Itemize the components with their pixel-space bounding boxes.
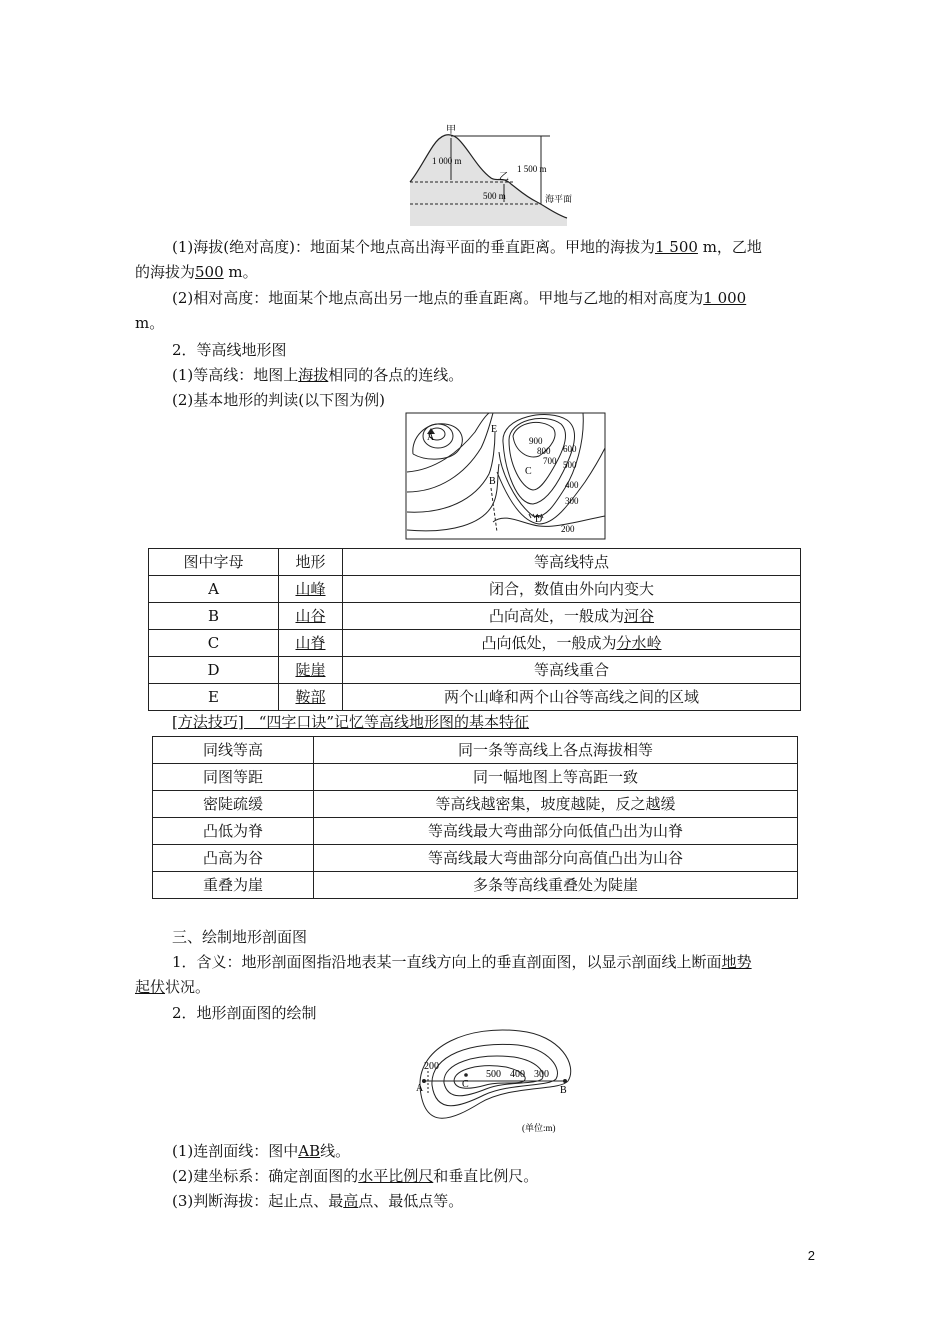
label-400: 400 (565, 480, 579, 490)
table-row (149, 657, 801, 684)
label-300: 300 (534, 1069, 549, 1080)
cell-value: 等高线越密集，坡度越陡，反之越缓 (314, 791, 798, 818)
contour-map (405, 412, 607, 542)
table-row (153, 791, 798, 818)
label-200: 200 (424, 1061, 439, 1072)
label-yi: 乙 (499, 172, 509, 183)
header-letter: 图中字母 (149, 549, 279, 576)
mnemonic-table (152, 736, 798, 899)
terrain-table (148, 548, 801, 711)
heading-profile-drawing: 2．地形剖面图的绘制 (172, 1004, 317, 1022)
label-sea-level: 海平面 (545, 194, 573, 204)
label-1000m: 1 000 m (432, 156, 462, 166)
cell-terrain: 山脊 (279, 630, 343, 657)
paragraph-altitude-cont: 的海拔为500 m。 (135, 263, 258, 281)
cell-key: 凸高为谷 (153, 845, 314, 872)
label-b: B (489, 476, 496, 487)
cell-feature: 凸向高处，一般成为河谷 (343, 603, 801, 630)
paragraph-relative-height: (2)相对高度：地面某个地点高出另一地点的垂直距离。甲地与乙地的相对高度为1 000 (172, 289, 747, 307)
cell-key: 密陡疏缓 (153, 791, 314, 818)
label-700: 700 (543, 456, 557, 466)
profile-contour-figure (410, 1025, 580, 1137)
label-500m: 500 m (483, 191, 506, 201)
header-terrain: 地形 (279, 549, 343, 576)
label-jia: 甲 (446, 125, 456, 136)
header-feature: 等高线特点 (343, 549, 801, 576)
table-header-row (149, 549, 801, 576)
paragraph-profile-step2: (2)建坐标系：确定剖面图的水平比例尺和垂直比例尺。 (172, 1167, 539, 1185)
cell-letter: B (149, 603, 279, 630)
method-tip-title: [方法技巧] “四字口诀”记忆等高线地形图的基本特征 (172, 713, 530, 731)
label-400: 400 (510, 1069, 525, 1080)
cell-key: 重叠为崖 (153, 872, 314, 899)
cell-terrain: 山谷 (279, 603, 343, 630)
table-row (149, 603, 801, 630)
unit-label: (单位:m) (522, 1123, 556, 1133)
cell-key: 同图等距 (153, 764, 314, 791)
paragraph-profile-definition-cont: 起伏状况。 (135, 978, 211, 996)
table-row (153, 818, 798, 845)
table-row (153, 872, 798, 899)
cell-value: 多条等高线重叠处为陡崖 (314, 872, 798, 899)
cell-feature: 两个山峰和两个山谷等高线之间的区域 (343, 684, 801, 711)
cell-letter: D (149, 657, 279, 684)
label-500: 500 (563, 460, 577, 470)
label-600: 600 (563, 444, 577, 454)
label-a: A (427, 432, 435, 443)
cell-feature: 凸向低处，一般成为分水岭 (343, 630, 801, 657)
cell-key: 同线等高 (153, 737, 314, 764)
cell-value: 等高线最大弯曲部分向低值凸出为山脊 (314, 818, 798, 845)
paragraph-profile-step3: (3)判断海拔：起止点、最高点、最低点等。 (172, 1192, 464, 1210)
paragraph-altitude: (1)海拔(绝对高度)：地面某个地点高出海平面的垂直距离。甲地的海拔为1 500 m，乙地 (172, 238, 762, 256)
paragraph-relative-height-cont: m。 (135, 314, 165, 332)
label-500: 500 (486, 1069, 501, 1080)
cell-feature: 等高线重合 (343, 657, 801, 684)
label-900: 900 (529, 436, 543, 446)
cell-feature: 闭合，数值由外向内变大 (343, 576, 801, 603)
table-row (153, 737, 798, 764)
heading-contour-map: 2．等高线地形图 (172, 341, 287, 359)
table-row (149, 684, 801, 711)
cell-terrain: 陡崖 (279, 657, 343, 684)
cell-letter: A (149, 576, 279, 603)
cell-terrain: 山峰 (279, 576, 343, 603)
elevation-diagram (405, 122, 585, 230)
table-row (149, 576, 801, 603)
paragraph-profile-step1: (1)连剖面线：图中AB线。 (172, 1142, 351, 1160)
cell-value: 同一条等高线上各点海拔相等 (314, 737, 798, 764)
table-row (153, 845, 798, 872)
label-300: 300 (565, 496, 579, 506)
label-1500m: 1 500 m (517, 164, 547, 174)
cell-value: 同一幅地图上等高距一致 (314, 764, 798, 791)
label-a: A (416, 1083, 424, 1094)
table-row (153, 764, 798, 791)
cell-key: 凸低为脊 (153, 818, 314, 845)
cell-terrain: 鞍部 (279, 684, 343, 711)
paragraph-contour-line: (1)等高线：地图上海拔相同的各点的连线。 (172, 366, 464, 384)
label-b: B (560, 1085, 567, 1096)
table-row (149, 630, 801, 657)
paragraph-terrain-reading: (2)基本地形的判读(以下图为例) (172, 391, 385, 409)
label-800: 800 (537, 446, 551, 456)
paragraph-profile-definition: 1．含义：地形剖面图指沿地表某一直线方向上的垂直剖面图，以显示剖面线上断面地势 (172, 953, 752, 971)
label-e: E (491, 424, 498, 435)
label-200: 200 (561, 524, 575, 534)
heading-profile: 三、绘制地形剖面图 (172, 928, 308, 946)
cell-letter: E (149, 684, 279, 711)
label-c: C (462, 1079, 469, 1090)
page-number: 2 (807, 1248, 815, 1263)
cell-letter: C (149, 630, 279, 657)
label-c: C (525, 466, 532, 477)
label-d: D (535, 514, 543, 525)
cell-value: 等高线最大弯曲部分向高值凸出为山谷 (314, 845, 798, 872)
